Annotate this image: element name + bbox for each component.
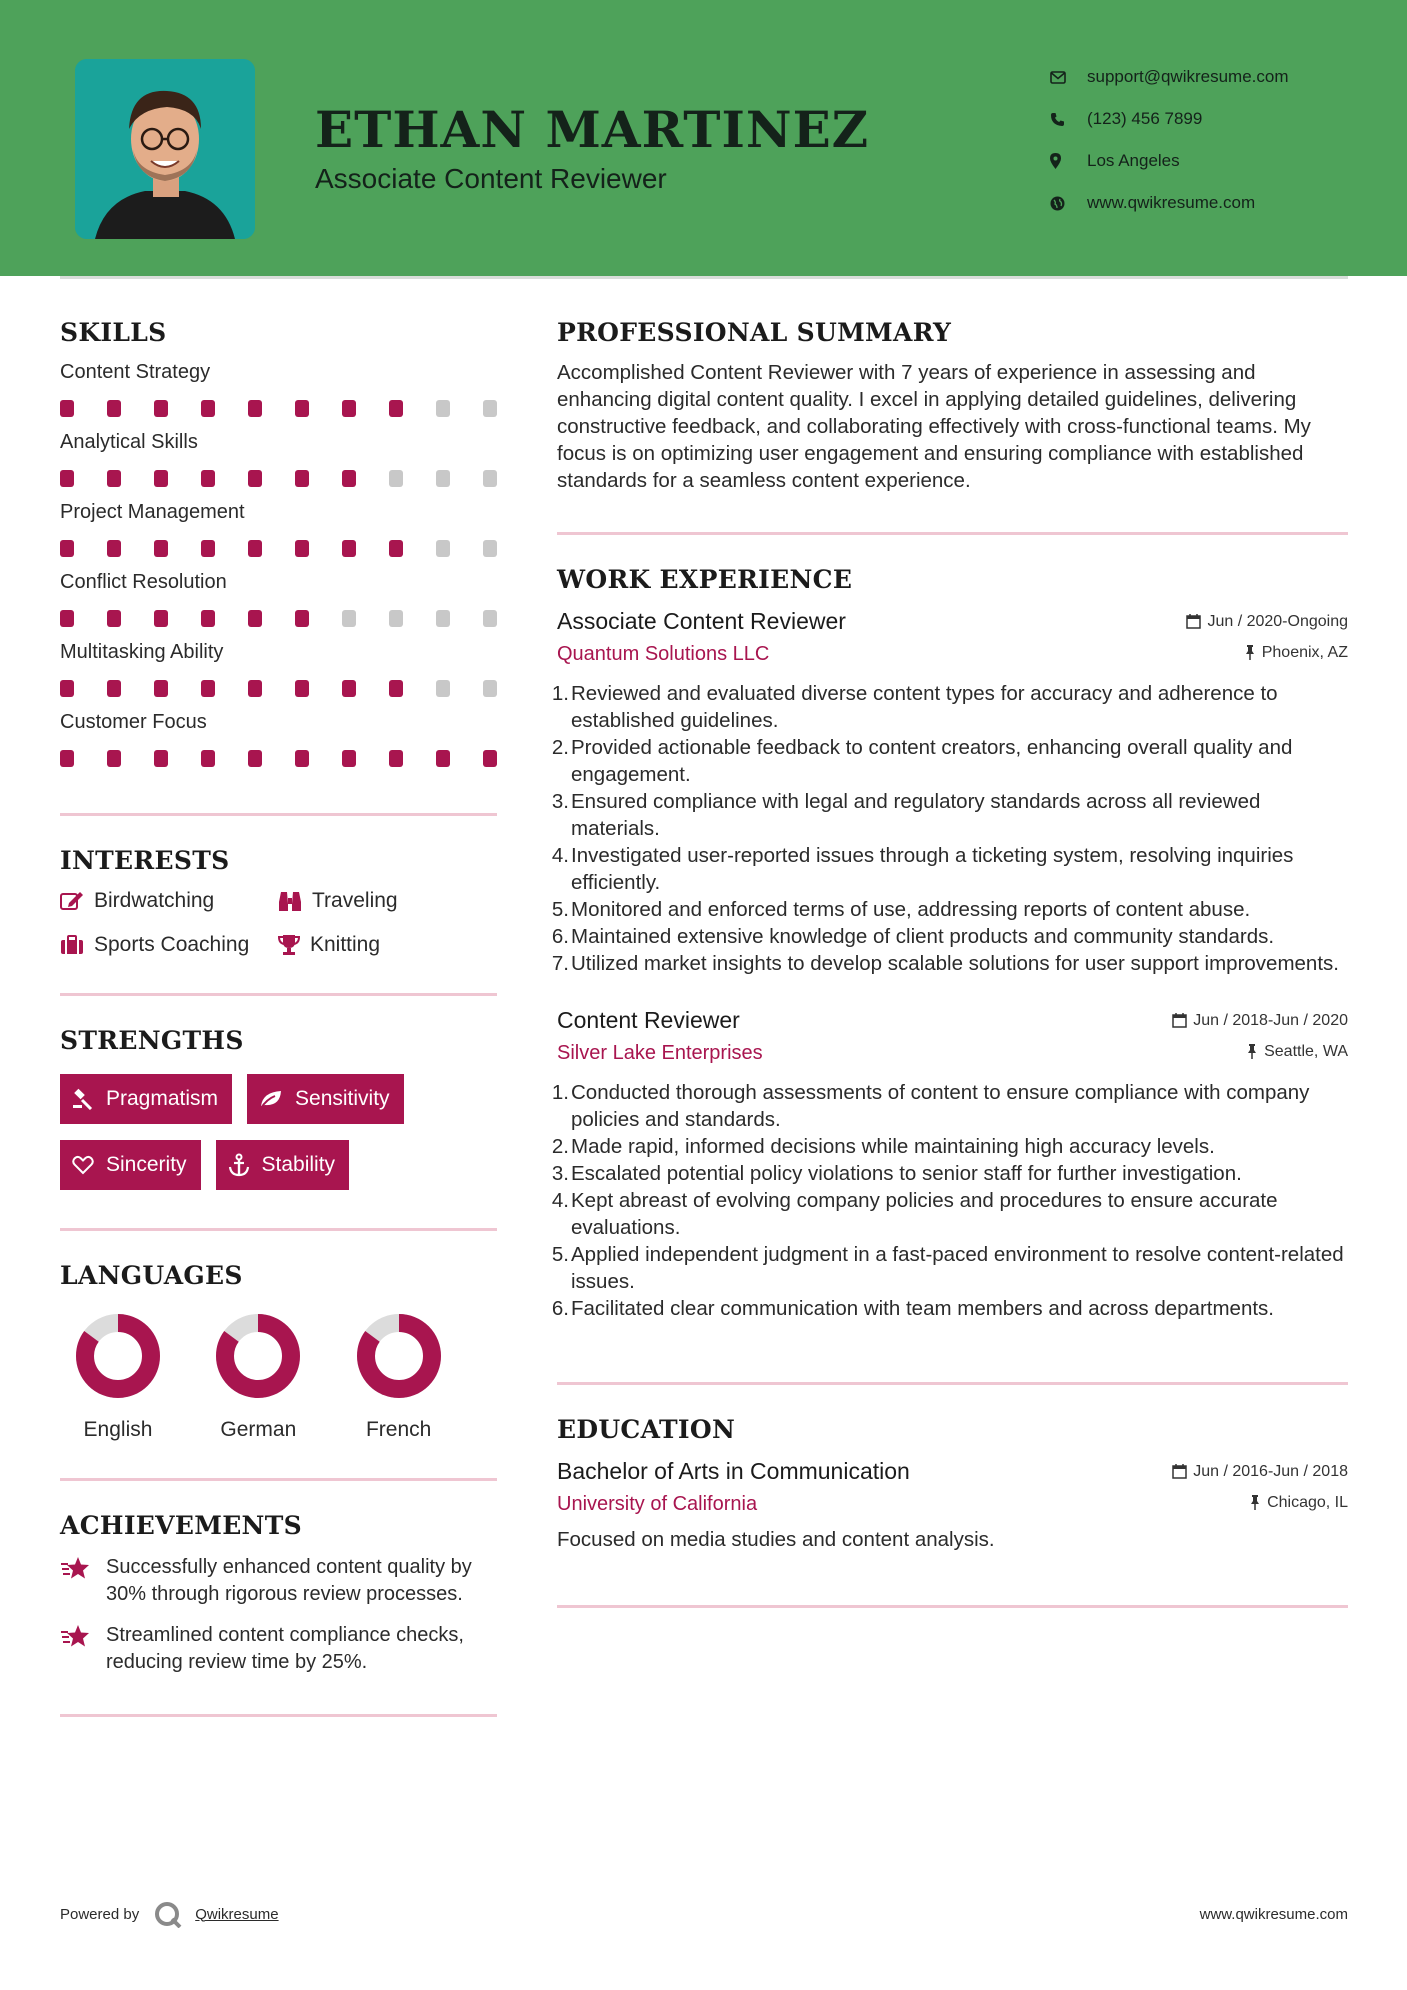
skill-name: Content Strategy (60, 361, 211, 383)
map-marker-icon (1050, 153, 1087, 169)
skill-item (60, 431, 497, 487)
envelope-icon (1050, 71, 1087, 84)
skills-heading: SKILLS (60, 318, 167, 347)
strength-badge (216, 1140, 350, 1190)
strength-label: Pragmatism (106, 1087, 219, 1110)
calendar-icon (1172, 1013, 1187, 1028)
job-entry (551, 1007, 1348, 1322)
interest-label: Traveling (312, 889, 398, 912)
job-duty: 4. Kept abreast of evolving company policies and procedures to ensure accurate evaluations. (551, 1189, 1278, 1239)
skill-name: Customer Focus (60, 711, 207, 733)
section-divider (60, 1714, 497, 1717)
skill-dot-filled (107, 610, 121, 627)
job-date-text: Jun / 2020-Ongoing (1207, 612, 1348, 630)
language-item (76, 1314, 216, 1442)
skill-dot-filled (154, 680, 168, 697)
globe-icon (1050, 196, 1087, 211)
contact-phone[interactable] (1050, 98, 1380, 140)
job-duty: 6. Facilitated clear communication with team members and across departments. (551, 1297, 1274, 1320)
job-company: Quantum Solutions LLC (557, 643, 770, 665)
strengths-list (60, 1074, 497, 1190)
skill-dot-empty (436, 470, 450, 487)
job-duty: 1. Conducted thorough assessments of content to ensure compliance with company policies and standards. (551, 1081, 1310, 1131)
skill-dot-filled (107, 680, 121, 697)
header-divider (60, 276, 1348, 279)
section-divider (60, 1478, 497, 1481)
skill-dot-filled (107, 540, 121, 557)
skill-dot-filled (154, 400, 168, 417)
skill-dot-empty (483, 680, 497, 697)
job-location (1244, 644, 1348, 662)
job-duty: 3. Ensured compliance with legal and regulatory standards across all reviewed materials. (551, 790, 1261, 840)
skill-dot-filled (248, 400, 262, 417)
strength-label: Sincerity (106, 1153, 187, 1176)
skill-dot-filled (107, 400, 121, 417)
job-duties-list (551, 680, 1348, 977)
skill-rating (60, 400, 497, 417)
job-duty: 2. Made rapid, informed decisions while maintaining high accuracy levels. (551, 1135, 1215, 1158)
skill-dot-empty (436, 680, 450, 697)
section-divider (60, 1228, 497, 1231)
job-duty: 5. Monitored and enforced terms of use, addressing reports of content abuse. (551, 898, 1251, 921)
pushpin-icon (1244, 645, 1256, 660)
achievement-text: Streamlined content compliance checks, reducing review time by 25%. (106, 1624, 464, 1673)
skill-dot-filled (342, 470, 356, 487)
leaf-icon (259, 1089, 283, 1109)
job-duty: 2. Provided actionable feedback to content creators, enhancing overall quality and engagement. (551, 736, 1293, 786)
education-subheader (557, 1493, 1348, 1516)
skill-dot-filled (295, 610, 309, 627)
job-location (1246, 1043, 1348, 1061)
job-role: Associate Content Reviewer (557, 608, 846, 634)
skill-dot-filled (60, 750, 74, 767)
contact-email[interactable] (1050, 56, 1380, 98)
job-duty: 7. Utilized market insights to develop scalable solutions for user support improvements. (551, 952, 1339, 975)
footer-site[interactable]: www.qwikresume.com (1199, 1905, 1348, 1923)
pushpin-icon (1246, 1044, 1258, 1059)
job-duties-list (551, 1079, 1348, 1322)
contact-location (1050, 140, 1380, 182)
skill-dot-empty (483, 400, 497, 417)
left-column (60, 318, 497, 1717)
summary-heading: PROFESSIONAL SUMMARY (557, 318, 952, 347)
skill-item (60, 571, 497, 627)
achievements-heading: ACHIEVEMENTS (60, 1511, 302, 1540)
education-location-text: Chicago, IL (1267, 1493, 1348, 1511)
contact-phone-text: (123) 456 7899 (1087, 109, 1203, 128)
language-name: French (365, 1418, 432, 1441)
interest-item (278, 933, 478, 957)
job-duty: 3. Escalated potential policy violations to senior staff for further investigation. (551, 1162, 1242, 1185)
achievement-text: Successfully enhanced content quality by 30% through rigorous review processes. (106, 1556, 472, 1605)
skill-dot-filled (107, 750, 121, 767)
job-location-text: Seattle, WA (1264, 1042, 1348, 1060)
job-header (557, 1007, 1348, 1034)
skill-dot-empty (389, 610, 403, 627)
interests-heading: INTERESTS (60, 846, 230, 875)
powered-by (60, 1900, 279, 1928)
skill-dot-empty (389, 470, 403, 487)
candidate-name: ETHAN MARTINEZ (315, 100, 870, 159)
section-divider (557, 1382, 1348, 1385)
star-icon (60, 1624, 92, 1648)
skill-dot-filled (60, 610, 74, 627)
education-school: University of California (557, 1493, 758, 1515)
calendar-icon (1172, 1464, 1187, 1479)
contact-website[interactable] (1050, 182, 1380, 224)
education-degree: Bachelor of Arts in Communication (557, 1458, 910, 1484)
skill-dot-filled (483, 750, 497, 767)
interests-list (60, 889, 497, 957)
skill-dot-empty (483, 470, 497, 487)
skill-rating (60, 750, 497, 767)
job-header (557, 608, 1348, 635)
language-level-donut (216, 1314, 300, 1398)
strength-badge (60, 1140, 201, 1190)
skill-dot-filled (295, 540, 309, 557)
contact-location-text: Los Angeles (1087, 151, 1180, 170)
skill-dot-filled (295, 470, 309, 487)
job-duty: 4. Investigated user-reported issues through a ticketing system, resolving inquiries efficiently. (551, 844, 1294, 894)
skill-dot-filled (295, 750, 309, 767)
education-location (1249, 1494, 1348, 1512)
interest-item (60, 933, 278, 957)
skill-name: Multitasking Ability (60, 641, 224, 663)
qwikresume-link[interactable]: Qwikresume (195, 1905, 279, 1923)
powered-by-label: Powered by (60, 1905, 140, 1923)
achievement-item (60, 1622, 497, 1676)
skill-dot-filled (342, 750, 356, 767)
gavel-icon (72, 1088, 94, 1110)
language-name: German (220, 1418, 297, 1441)
strength-badge (60, 1074, 232, 1124)
skill-dot-filled (60, 680, 74, 697)
skill-dot-filled (201, 680, 215, 697)
skill-dot-filled (107, 470, 121, 487)
edit-icon (60, 891, 84, 911)
strength-label: Sensitivity (295, 1087, 390, 1110)
skill-dot-filled (154, 610, 168, 627)
skill-dot-filled (60, 400, 74, 417)
skill-dot-filled (154, 470, 168, 487)
resume-header (0, 0, 1407, 276)
job-company: Silver Lake Enterprises (557, 1042, 763, 1064)
skill-dot-filled (436, 750, 450, 767)
interest-label: Sports Coaching (94, 933, 250, 956)
calendar-icon (1186, 614, 1201, 629)
skill-dot-filled (248, 470, 262, 487)
education-heading: EDUCATION (557, 1415, 736, 1444)
anchor-icon (228, 1153, 250, 1177)
skill-dot-filled (295, 680, 309, 697)
skills-list (60, 361, 497, 767)
job-duty: 1. Reviewed and evaluated diverse content types for accuracy and adherence to established guidelines. (551, 682, 1278, 732)
experience-heading: WORK EXPERIENCE (557, 565, 853, 594)
skill-dot-filled (389, 750, 403, 767)
skill-dot-empty (436, 400, 450, 417)
skill-item (60, 641, 497, 697)
star-icon (60, 1556, 92, 1580)
candidate-title: Associate Content Reviewer (315, 163, 667, 194)
interest-item (278, 889, 478, 913)
footer (60, 1900, 1348, 1928)
languages-list (60, 1314, 497, 1442)
section-divider (60, 813, 497, 816)
skill-dot-empty (342, 610, 356, 627)
languages-heading: LANGUAGES (60, 1261, 243, 1290)
skill-dot-filled (154, 750, 168, 767)
pushpin-icon (1249, 1495, 1261, 1510)
education-date-text: Jun / 2016-Jun / 2018 (1193, 1462, 1348, 1480)
skill-dot-filled (248, 610, 262, 627)
binoculars-icon (278, 890, 302, 912)
job-date (1186, 613, 1348, 631)
job-date-text: Jun / 2018-Jun / 2020 (1193, 1011, 1348, 1029)
skill-item (60, 361, 497, 417)
skill-dot-filled (201, 470, 215, 487)
job-duty: 6. Maintained extensive knowledge of client products and community standards. (551, 925, 1275, 948)
skill-dot-empty (483, 540, 497, 557)
skill-dot-filled (201, 400, 215, 417)
language-level-donut (76, 1314, 160, 1398)
education-date (1172, 1463, 1348, 1481)
job-date (1172, 1012, 1348, 1030)
skill-dot-empty (436, 540, 450, 557)
education-header (557, 1458, 1348, 1485)
skill-rating (60, 610, 497, 627)
contact-list (1050, 56, 1380, 224)
trophy-icon (278, 934, 300, 956)
language-level-donut (357, 1314, 441, 1398)
skill-dot-empty (436, 610, 450, 627)
interest-label: Knitting (310, 933, 381, 956)
job-location-text: Phoenix, AZ (1261, 643, 1348, 661)
skill-item (60, 501, 497, 557)
language-item (216, 1314, 356, 1442)
skill-dot-empty (483, 610, 497, 627)
skill-name: Conflict Resolution (60, 571, 227, 593)
job-duty: 5. Applied independent judgment in a fast-paced environment to resolve content-related issues. (551, 1243, 1344, 1293)
skill-dot-filled (295, 400, 309, 417)
contact-website-text: www.qwikresume.com (1087, 193, 1256, 212)
contact-email-text: support@qwikresume.com (1087, 67, 1289, 86)
profile-photo (75, 59, 255, 239)
skill-dot-filled (342, 680, 356, 697)
suitcase-icon (60, 935, 84, 955)
achievement-item (60, 1554, 497, 1608)
right-column (551, 318, 1348, 1608)
skill-dot-filled (389, 400, 403, 417)
skill-dot-filled (342, 400, 356, 417)
phone-icon (1050, 112, 1087, 127)
qwikresume-logo-icon (153, 1900, 185, 1928)
heart-icon (72, 1155, 94, 1175)
skill-dot-filled (389, 680, 403, 697)
skill-name: Analytical Skills (60, 431, 198, 453)
interest-item (60, 889, 278, 913)
education-description: Focused on media studies and content analysis. (557, 1528, 995, 1551)
achievements-list (60, 1554, 497, 1676)
language-name: English (83, 1418, 153, 1441)
skill-name: Project Management (60, 501, 245, 523)
skill-dot-filled (154, 540, 168, 557)
strengths-heading: STRENGTHS (60, 1026, 244, 1055)
education-entry (557, 1458, 1348, 1553)
job-role: Content Reviewer (557, 1007, 740, 1033)
skill-rating (60, 680, 497, 697)
skill-dot-filled (60, 540, 74, 557)
skill-dot-filled (248, 540, 262, 557)
strength-badge (247, 1074, 404, 1124)
skill-dot-filled (389, 540, 403, 557)
summary-text: Accomplished Content Reviewer with 7 years of experience in assessing and enhancing digital content quality. I excel in applying detailed guidelines, delivering constructive feedback, and collaborating effectively with cross-functional teams. My focus is on optimizing user engagement and ensuring compliance with established standards for a seamless content experience. (557, 361, 1311, 492)
skill-dot-filled (248, 680, 262, 697)
section-divider (557, 532, 1348, 535)
skill-dot-filled (60, 470, 74, 487)
job-entry (551, 608, 1348, 977)
job-subheader (557, 1042, 1348, 1065)
interest-label: Birdwatching (94, 889, 215, 912)
language-item (357, 1314, 497, 1442)
job-subheader (557, 643, 1348, 666)
skill-dot-filled (342, 540, 356, 557)
strength-label: Stability (261, 1153, 336, 1176)
skill-rating (60, 470, 497, 487)
skill-item (60, 711, 497, 767)
skill-dot-filled (201, 610, 215, 627)
skill-dot-filled (201, 750, 215, 767)
skill-dot-filled (248, 750, 262, 767)
skill-dot-filled (201, 540, 215, 557)
section-divider (60, 993, 497, 996)
skill-rating (60, 540, 497, 557)
section-divider (557, 1605, 1348, 1608)
